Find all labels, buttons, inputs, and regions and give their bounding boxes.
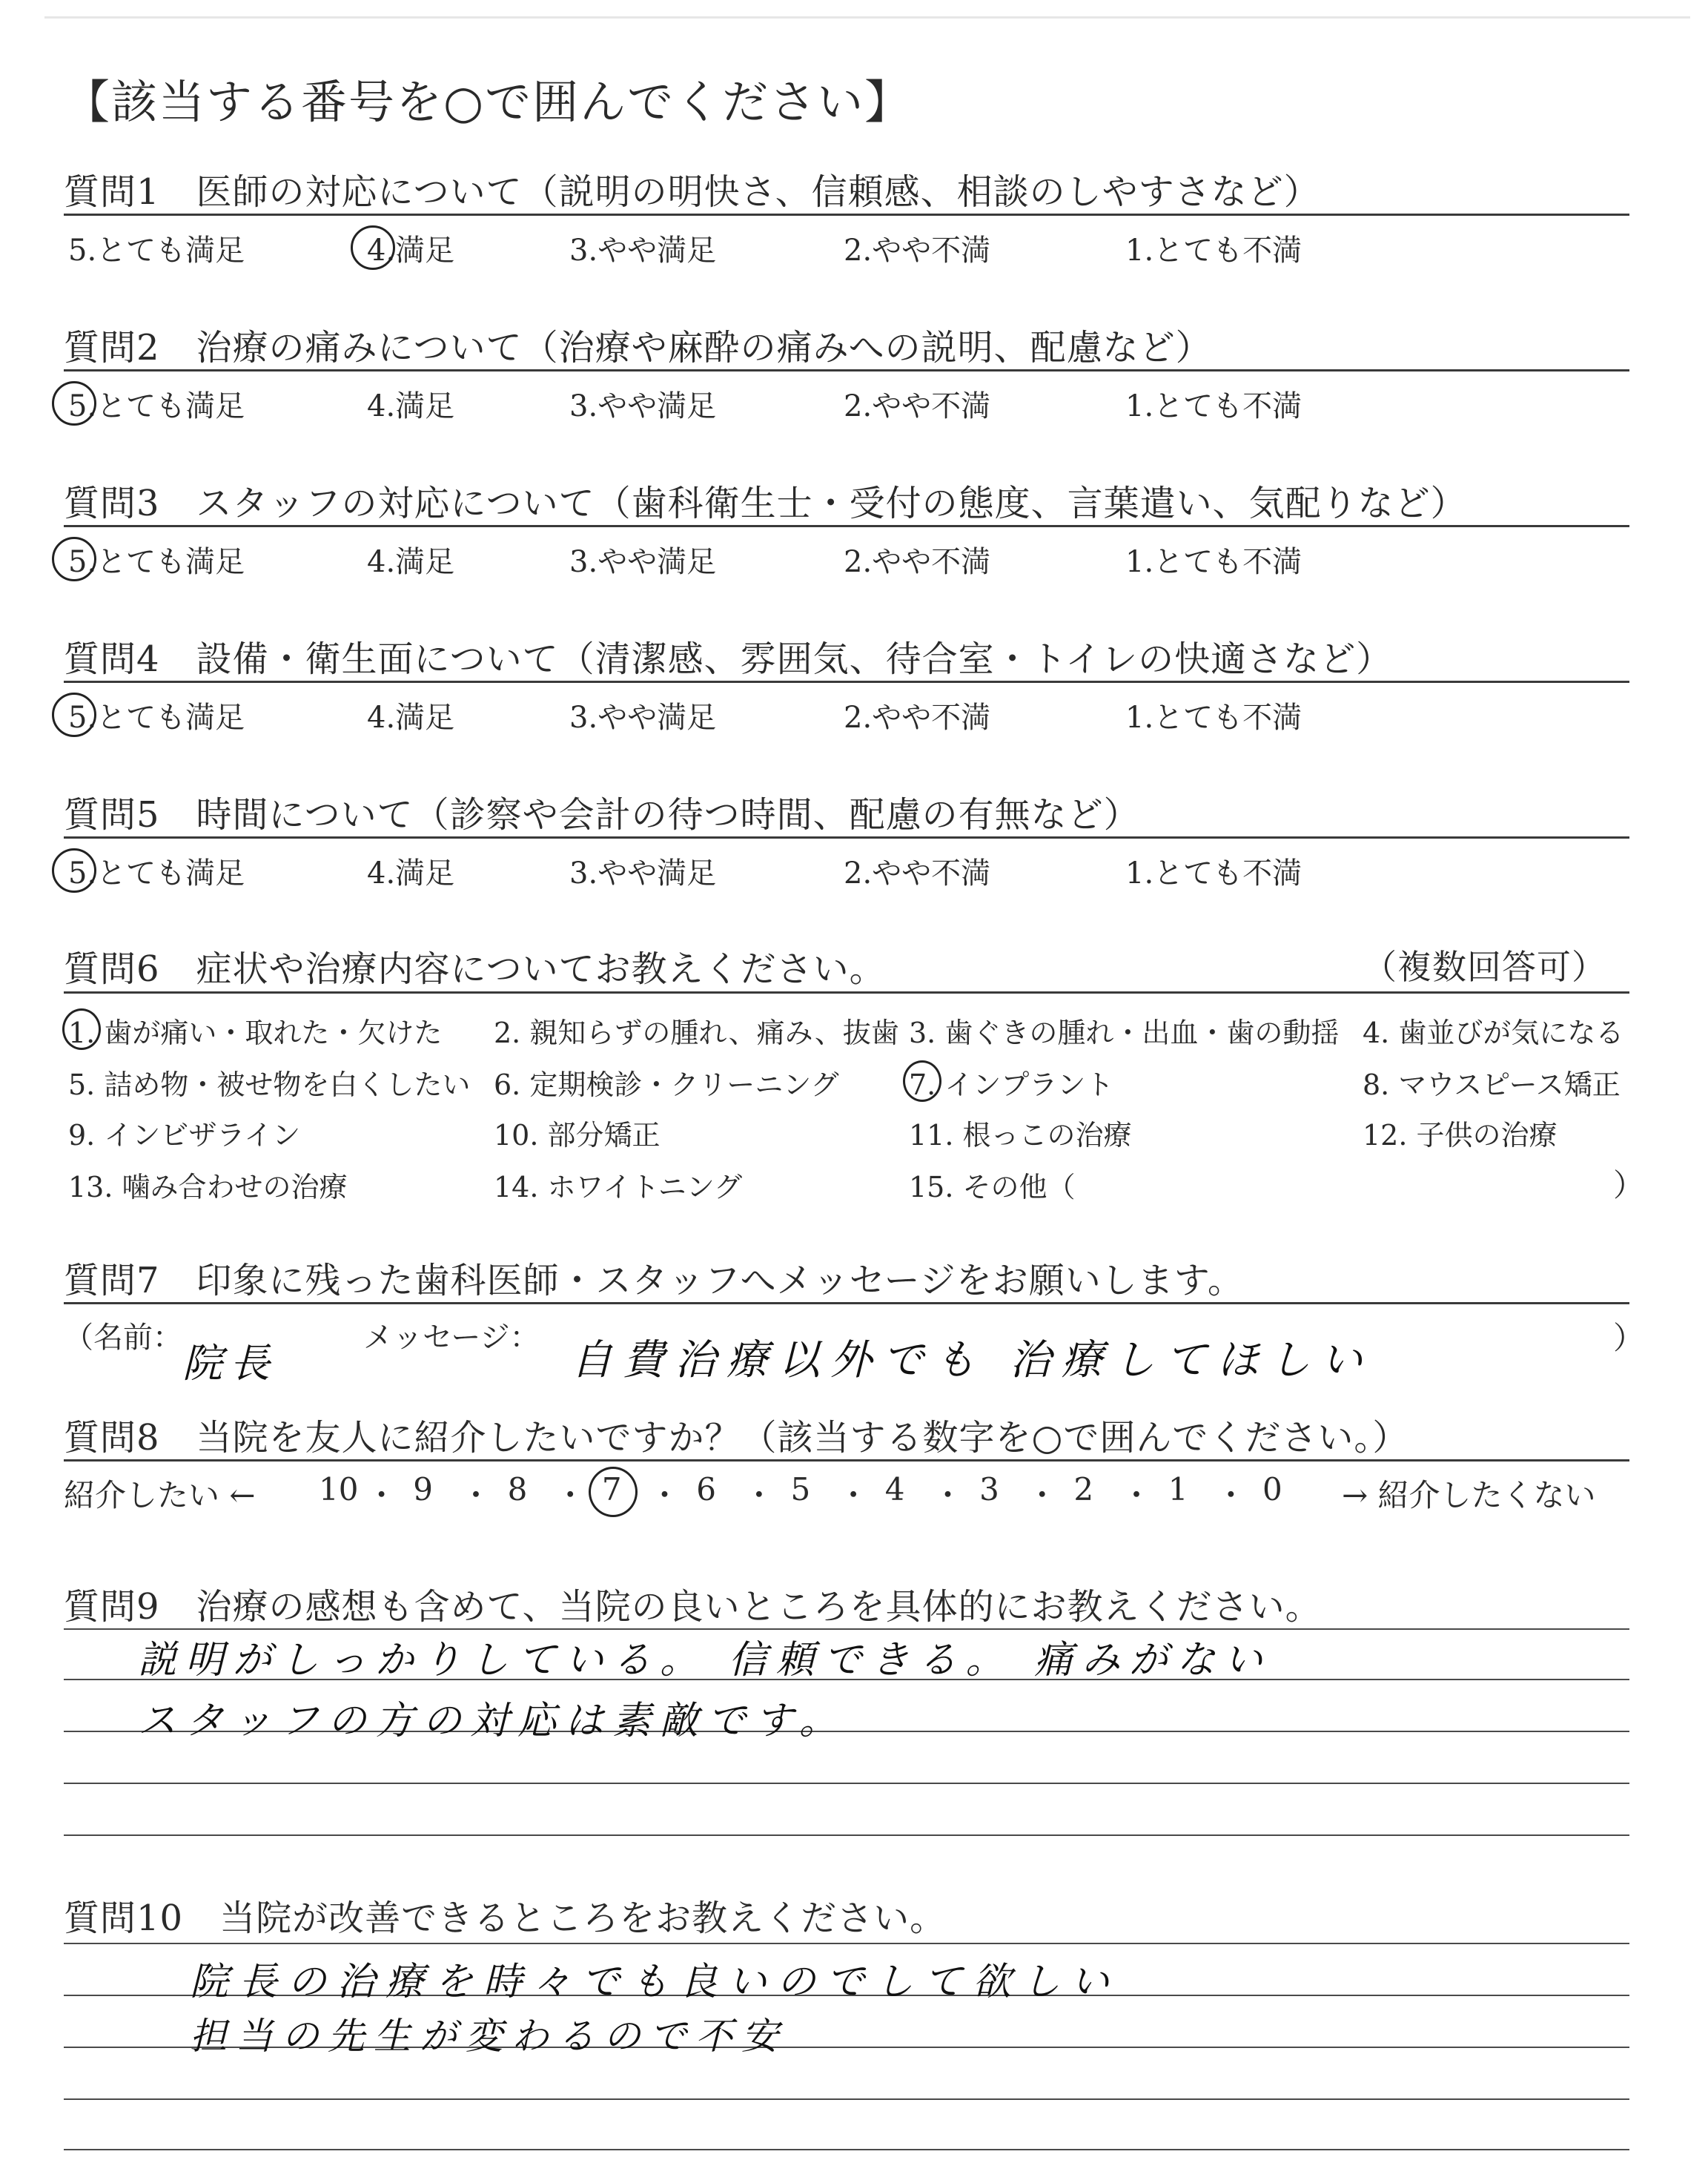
- q4-option-4[interactable]: 4.満足: [367, 701, 455, 735]
- q6-note: （複数回答可）: [1363, 947, 1606, 987]
- q7-name-label: （名前：: [64, 1321, 182, 1355]
- q10-line-5: [64, 2149, 1629, 2150]
- q4-title: 質問4 設備・衛生面について（清潔感、雰囲気、待合室・トイレの快適さなど）: [64, 638, 1393, 680]
- q10-line-1: [64, 1943, 1629, 1944]
- q6-selected-circle-7: [903, 1060, 941, 1102]
- q1-option-5[interactable]: 5.とても満足: [68, 234, 245, 268]
- q7-message-value[interactable]: 自費治療以外でも 治療してほしい: [571, 1336, 1373, 1384]
- scale-value-0[interactable]: 0: [1262, 1471, 1282, 1507]
- q2-option-2[interactable]: 2.やや不満: [844, 389, 991, 423]
- q2-option-4[interactable]: 4.満足: [367, 389, 455, 423]
- q7-title: 質問7 印象に残った歯科医師・スタッフへメッセージをお願いします。: [64, 1260, 1244, 1301]
- q2-selected-circle: [52, 381, 96, 426]
- scale-value-4[interactable]: 4: [884, 1471, 905, 1507]
- scale-value-5[interactable]: 5: [790, 1471, 811, 1507]
- q2-option-1[interactable]: 1.とても不満: [1125, 389, 1302, 423]
- q9-line-5: [64, 1834, 1629, 1836]
- q3-selected-circle: [52, 537, 96, 581]
- q6-option-15[interactable]: 15. その他（: [909, 1171, 1076, 1203]
- q2-rule: [64, 369, 1629, 371]
- q8-title: 質問8 当院を友人に紹介したいですか？（該当する数字を○で囲んでください。）: [64, 1417, 1409, 1459]
- q6-option-8[interactable]: 8. マウスピース矯正: [1363, 1069, 1621, 1101]
- q6-rule: [64, 991, 1629, 994]
- q6-option-11[interactable]: 11. 根っこの治療: [909, 1119, 1132, 1152]
- scale-separator: ・: [743, 1477, 775, 1513]
- q4-option-3[interactable]: 3.やや満足: [569, 701, 717, 735]
- scale-separator: ・: [1026, 1477, 1058, 1513]
- q5-option-4[interactable]: 4.満足: [367, 856, 455, 891]
- q1-title: 質問1 医師の対応について（説明の明快さ、信頼感、相談のしやすさなど）: [64, 171, 1320, 213]
- scale-separator: ・: [460, 1477, 491, 1513]
- q6-option-9[interactable]: 9. インビザライン: [68, 1119, 301, 1152]
- scale-value-9[interactable]: 9: [413, 1471, 434, 1507]
- q5-option-5[interactable]: 5.とても満足: [68, 856, 245, 891]
- q1-option-3[interactable]: 3.やや満足: [569, 234, 717, 268]
- instruction-header: 【該当する番号を○で囲んでください】: [64, 75, 913, 129]
- q6-option-14[interactable]: 14. ホワイトニング: [494, 1171, 743, 1203]
- q6-option-2[interactable]: 2. 親知らずの腫れ、痛み、抜歯: [494, 1017, 899, 1049]
- q10-line-4: [64, 2098, 1629, 2100]
- q6-option-4[interactable]: 4. 歯並びが気になる: [1363, 1017, 1624, 1049]
- scale-separator: ・: [932, 1477, 964, 1513]
- q2-title: 質問2 治療の痛みについて（治療や麻酔の痛みへの説明、配慮など）: [64, 327, 1212, 369]
- q7-message-label: メッセージ：: [363, 1321, 540, 1355]
- q8-left-label: 紹介したい ←: [64, 1477, 256, 1513]
- q10-title: 質問10 当院が改善できるところをお教えください。: [64, 1898, 947, 1939]
- q6-close-paren: ）: [1613, 1167, 1645, 1203]
- q1-rule: [64, 214, 1629, 216]
- q3-option-3[interactable]: 3.やや満足: [569, 545, 717, 579]
- q6-option-1[interactable]: 1. 歯が痛い・取れた・欠けた: [68, 1017, 443, 1049]
- q5-option-1[interactable]: 1.とても不満: [1125, 856, 1302, 891]
- top-edge-line: [44, 16, 1690, 19]
- scale-separator: ・: [555, 1477, 586, 1513]
- q4-rule: [64, 681, 1629, 683]
- q6-selected-circle-1: [62, 1008, 101, 1050]
- q4-option-1[interactable]: 1.とても不満: [1125, 701, 1302, 735]
- q2-option-3[interactable]: 3.やや満足: [569, 389, 717, 423]
- q6-option-5[interactable]: 5. 詰め物・被せ物を白くしたい: [68, 1069, 471, 1101]
- q10-answer-2[interactable]: 担当の先生が変わるので不安: [190, 2015, 787, 2058]
- q9-answer-1[interactable]: 説明がしっかりしている。 信頼できる。 痛みがない: [138, 1638, 1272, 1682]
- scale-separator: ・: [838, 1477, 870, 1513]
- q9-title: 質問9 治療の感想も含めて、当院の良いところを具体的にお教えください。: [64, 1586, 1322, 1628]
- q3-rule: [64, 525, 1629, 527]
- scale-value-3[interactable]: 3: [979, 1471, 999, 1507]
- scale-value-7[interactable]: 7: [601, 1471, 622, 1507]
- q8-rule: [64, 1459, 1629, 1462]
- q5-rule: [64, 836, 1629, 839]
- q5-option-3[interactable]: 3.やや満足: [569, 856, 717, 891]
- scale-separator: ・: [1215, 1477, 1247, 1513]
- q7-name-value[interactable]: 院長: [182, 1340, 277, 1387]
- scale-value-2[interactable]: 2: [1073, 1471, 1094, 1507]
- q1-option-1[interactable]: 1.とても不満: [1125, 234, 1302, 268]
- q9-answer-2[interactable]: スタッフの方の対応は素敵です。: [138, 1699, 847, 1743]
- q3-option-5[interactable]: 5.とても満足: [68, 545, 245, 579]
- q7-rule: [64, 1302, 1629, 1304]
- q1-option-2[interactable]: 2.やや不満: [844, 234, 991, 268]
- q6-option-7[interactable]: 7. インプラント: [909, 1069, 1114, 1101]
- q10-answer-1[interactable]: 院長の治療を時々でも良いのでして欲しい: [190, 1960, 1120, 2004]
- scale-value-1[interactable]: 1: [1168, 1471, 1188, 1507]
- q2-option-5[interactable]: 5.とても満足: [68, 389, 245, 423]
- q6-option-13[interactable]: 13. 噛み合わせの治療: [68, 1171, 348, 1203]
- scale-separator: ・: [1121, 1477, 1153, 1513]
- q4-option-2[interactable]: 2.やや不満: [844, 701, 991, 735]
- scale-value-8[interactable]: 8: [507, 1471, 528, 1507]
- q6-title: 質問6 症状や治療内容についてお教えください。: [64, 948, 886, 990]
- q9-line-4: [64, 1783, 1629, 1784]
- q5-option-2[interactable]: 2.やや不満: [844, 856, 991, 891]
- q8-selected-circle: [589, 1467, 638, 1517]
- q1-selected-circle: [351, 225, 395, 270]
- q3-option-1[interactable]: 1.とても不満: [1125, 545, 1302, 579]
- q6-option-10[interactable]: 10. 部分矯正: [494, 1119, 661, 1152]
- q5-selected-circle: [52, 848, 96, 893]
- q5-title: 質問5 時間について（診察や会計の待つ時間、配慮の有無など）: [64, 794, 1140, 836]
- q4-selected-circle: [52, 693, 96, 737]
- q6-option-3[interactable]: 3. 歯ぐきの腫れ・出血・歯の動揺: [909, 1017, 1340, 1049]
- scale-separator: ・: [649, 1477, 681, 1513]
- q4-option-5[interactable]: 5.とても満足: [68, 701, 245, 735]
- q6-option-6[interactable]: 6. 定期検診・クリーニング: [494, 1069, 839, 1101]
- q3-option-2[interactable]: 2.やや不満: [844, 545, 991, 579]
- q3-title: 質問3 スタッフの対応について（歯科衛生士・受付の態度、言葉遣い、気配りなど）: [64, 483, 1467, 524]
- q7-close-paren: ）: [1613, 1320, 1645, 1356]
- q8-right-label: → 紹介したくない: [1342, 1477, 1596, 1513]
- scale-value-10[interactable]: 10: [319, 1471, 359, 1507]
- q3-option-4[interactable]: 4.満足: [367, 545, 455, 579]
- q1-option-4[interactable]: 4.満足: [367, 234, 455, 268]
- scale-separator: ・: [365, 1477, 397, 1513]
- scale-value-6[interactable]: 6: [696, 1471, 716, 1507]
- q6-option-12[interactable]: 12. 子供の治療: [1363, 1119, 1558, 1152]
